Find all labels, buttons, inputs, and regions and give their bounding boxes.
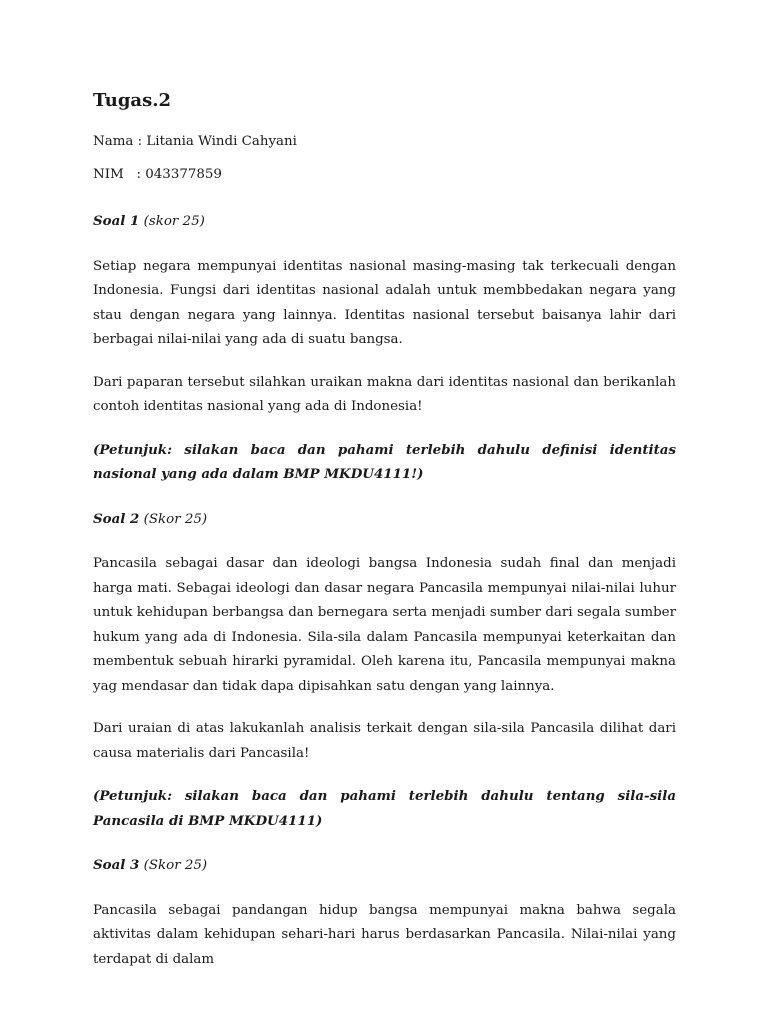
soal-2-paragraph-1: Pancasila sebagai dasar dan ideologi bangsa Indonesia sudah final dan menjadi harga mati. Sebagai ideologi dan dasar negara Pancasila mempunyai nilai-nilai luhur untuk kehidupan berbangsa dan bernegara serta menjadi sumber dari segala sumber hukum yang ada di Indonesia. Sila-sila dalam Pancasila mempunyai keterkaitan dan membentuk sebuah hirarki pyramidal. Oleh karena itu, Pancasila mempunyai makna yag mendasar dan tidak dapa dipisahkan satu dengan yang lainnya. [93, 556, 676, 694]
soal-2-hint: (Petunjuk: silakan baca dan pahami terlebih dahulu tentang sila-sila Pancasila di BMP MKDU4111) [93, 788, 676, 829]
soal-1-paragraph-1: Setiap negara mempunyai identitas nasional masing-masing tak terkecuali dengan Indonesia. Fungsi dari identitas nasional adalah untuk membbedakan negara yang stau dengan negara yang lainnya. Identitas nasional tersebut baisanya lahir dari berbagai nilai-nilai yang ada di suatu bangsa. [93, 258, 676, 347]
soal-3-score: (Skor 25) [143, 858, 208, 873]
soal-1-heading [93, 209, 676, 235]
student-name: Nama : Litania Windi Cahyani [93, 134, 297, 149]
soal-3-paragraph-1: Pancasila sebagai pandangan hidup bangsa mempunyai makna bahwa segala aktivitas dalam kehidupan sehari-hari harus berdasarkan Pancasila. Nilai-nilai yang terdapat di dalam [93, 902, 676, 967]
document-content [93, 88, 676, 990]
soal-2-score: (Skor 25) [143, 511, 208, 527]
soal-1-hint: (Petunjuk: silakan baca dan pahami terlebih dahulu definisi identitas nasional yang ada dalam BMP MKDU4111!) [93, 441, 676, 482]
soal-2-heading [93, 507, 676, 533]
soal-2-paragraph-2: Dari uraian di atas lakukanlah analisis terkait dengan sila-sila Pancasila dilihat dari causa materialis dari Pancasila! [93, 721, 676, 761]
student-nim: NIM : 043377859 [93, 166, 222, 182]
soal-1-paragraph-2: Dari paparan tersebut silahkan uraikan makna dari identitas nasional dan berikanlah contoh identitas nasional yang ada di Indonesia! [93, 374, 676, 414]
document-title: Tugas.2 [93, 90, 172, 111]
soal-1-score: (skor 25) [143, 214, 205, 229]
soal-3-number: Soal 3 [93, 857, 140, 873]
soal-3-heading [93, 853, 676, 879]
soal-1-number: Soal 1 [93, 213, 140, 229]
soal-2-number: Soal 2 [93, 510, 140, 527]
